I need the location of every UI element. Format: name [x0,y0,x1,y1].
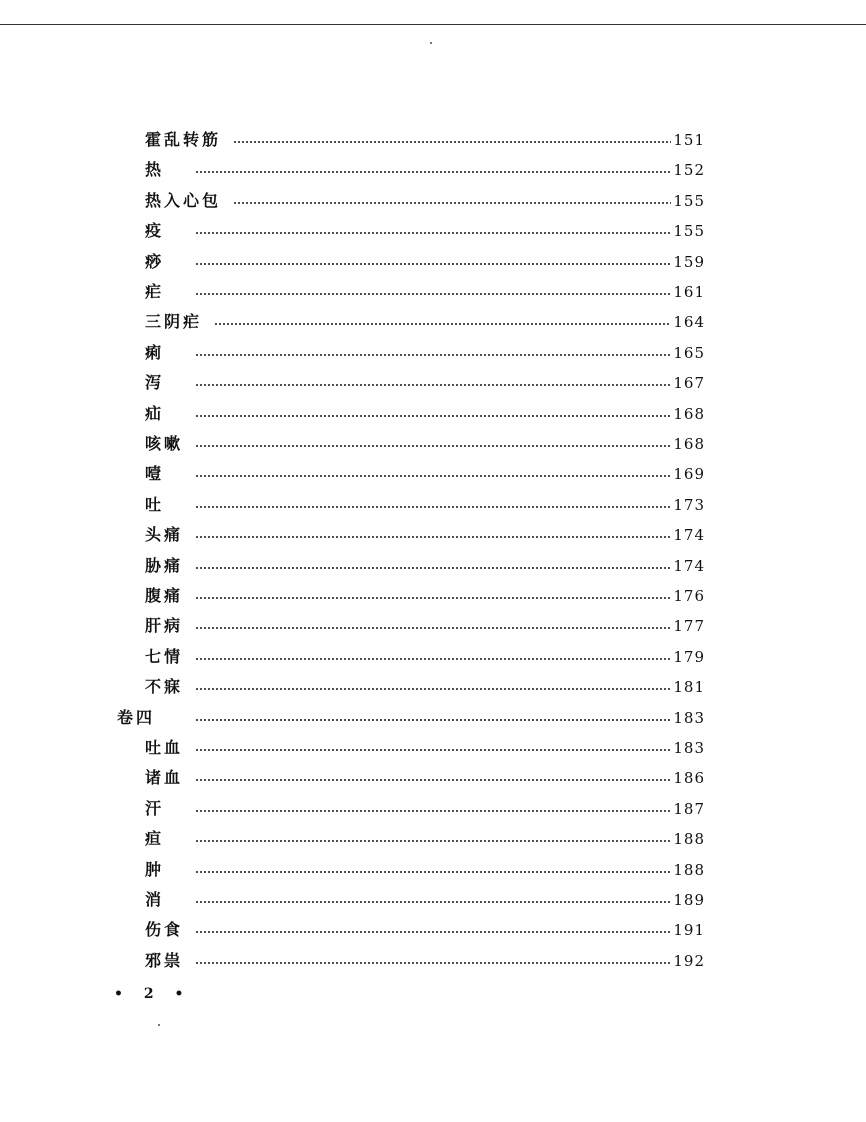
toc-entry-page: 183 [673,739,705,757]
toc-entry [145,310,705,332]
toc-entry-page: 181 [673,678,705,697]
toc-entry-title: 三阴疟 [145,312,203,332]
toc-entry-page: 179 [673,647,705,666]
toc-entry-page: 174 [673,556,705,575]
toc-entry [145,766,705,788]
toc-entry [145,158,705,180]
top-rule [0,24,866,25]
dot-leader [195,747,671,753]
dot-leader [195,595,671,601]
toc-entry [145,371,705,393]
toc-entry [145,584,705,606]
toc-entry-page: 164 [673,313,705,332]
toc-entry-page: 183 [673,708,705,727]
toc-entry-page: 176 [673,587,705,605]
toc-entry-title: 吐 [145,494,165,514]
dot-leader [195,413,671,419]
toc-entry-title: 肿 [145,859,165,879]
toc-entry [145,280,705,302]
toc-entry-page: 155 [673,222,705,241]
toc-entry-page: 192 [673,951,705,970]
toc-entry-page: 191 [673,921,705,940]
dot-leader [195,382,671,388]
toc-entry-title: 疸 [145,829,165,849]
dot-leader [195,686,671,692]
toc-entry-title: 热 [145,160,165,180]
dot-leader [195,777,671,783]
toc-entry-title: 吐血 [145,738,184,757]
dot-leader [195,838,671,844]
toc-entry-page: 165 [673,343,705,362]
toc-entry [145,219,705,241]
toc-entry-title: 邪祟 [145,950,184,970]
toc-entry-page: 168 [673,404,705,423]
dot-leader [195,230,671,236]
toc-entry [145,888,705,910]
toc-entry [145,614,705,636]
toc-entry-title: 泻 [145,373,165,393]
toc-entry-page: 167 [673,374,705,393]
toc-entry [145,949,705,971]
scan-speck [158,1024,160,1026]
dot-leader [195,899,671,905]
toc-entry-title: 头痛 [145,525,184,545]
dot-leader [195,169,671,175]
toc-entry-title: 疟 [145,282,165,301]
toc-entry-title: 痢 [145,342,165,362]
dot-leader [195,473,671,479]
toc-entry-page: 187 [673,799,705,818]
toc-entry-page: 151 [673,131,705,149]
dot-leader [195,443,671,449]
toc-entry [145,858,705,880]
toc-entry-page: 159 [673,252,705,271]
toc-entry-page: 189 [673,891,705,909]
toc-entry-page: 168 [673,435,705,453]
toc-entry-title: 胁痛 [145,555,184,575]
dot-leader [195,352,671,358]
dot-leader [195,717,671,723]
toc-entry-page: 169 [673,465,705,484]
toc-entry-page: 186 [673,769,705,788]
toc-entry-page: 174 [673,526,705,545]
toc-entry-title: 肝病 [145,616,184,636]
toc-entry [145,736,705,758]
page-number: • 2 • [114,986,192,1002]
toc-entry-title: 七情 [145,646,184,666]
toc-entry-page: 173 [673,495,705,514]
dot-leader [233,200,671,206]
toc-entry [145,645,705,667]
toc-entry-title: 热入心包 [145,190,222,210]
toc-volume-heading [117,706,705,728]
toc-entry-title: 噎 [145,464,165,484]
toc-entry-page: 155 [673,191,705,210]
toc-entry-title: 咳嗽 [145,434,184,453]
toc-entry-title: 伤食 [145,920,184,940]
dot-leader [233,139,671,145]
toc-entry-title: 消 [145,890,165,909]
toc-entry [145,341,705,363]
dot-leader [195,960,671,966]
toc-entry [145,250,705,272]
toc-entry [145,675,705,697]
dot-leader [195,534,671,540]
toc-entry [145,462,705,484]
dot-leader [214,321,671,327]
toc-entry [145,797,705,819]
toc-entry-page: 161 [673,283,705,301]
toc-entry-page: 152 [673,161,705,180]
toc-entry-title: 痧 [145,251,165,271]
toc-entry [145,128,705,150]
toc-entry [145,402,705,424]
toc-entry [145,827,705,849]
toc-entry-title: 不寐 [145,677,184,697]
toc-entry [145,554,705,576]
toc-entry-title: 霍乱转筋 [145,130,222,149]
toc-entry-page: 188 [673,860,705,879]
toc-entry [145,432,705,454]
toc-entry-title: 疝 [145,403,165,423]
toc-entry-title: 腹痛 [145,586,184,605]
toc-entry-page: 177 [673,617,705,636]
toc-entry [145,918,705,940]
toc-entry-title: 卷四 [117,707,156,727]
dot-leader [195,929,671,935]
toc-entry-title: 诸血 [145,768,184,788]
toc-entry [145,493,705,515]
dot-leader [195,261,671,267]
dot-leader [195,808,671,814]
toc-entry [145,189,705,211]
dot-leader [195,291,671,297]
toc-entry-title: 疫 [145,221,165,241]
dot-leader [195,869,671,875]
scan-speck [430,42,432,44]
dot-leader [195,504,671,510]
toc-entry-title: 汗 [145,798,165,818]
dot-leader [195,565,671,571]
dot-leader [195,656,671,662]
toc-entry [145,523,705,545]
toc-entry-page: 188 [673,830,705,849]
dot-leader [195,625,671,631]
